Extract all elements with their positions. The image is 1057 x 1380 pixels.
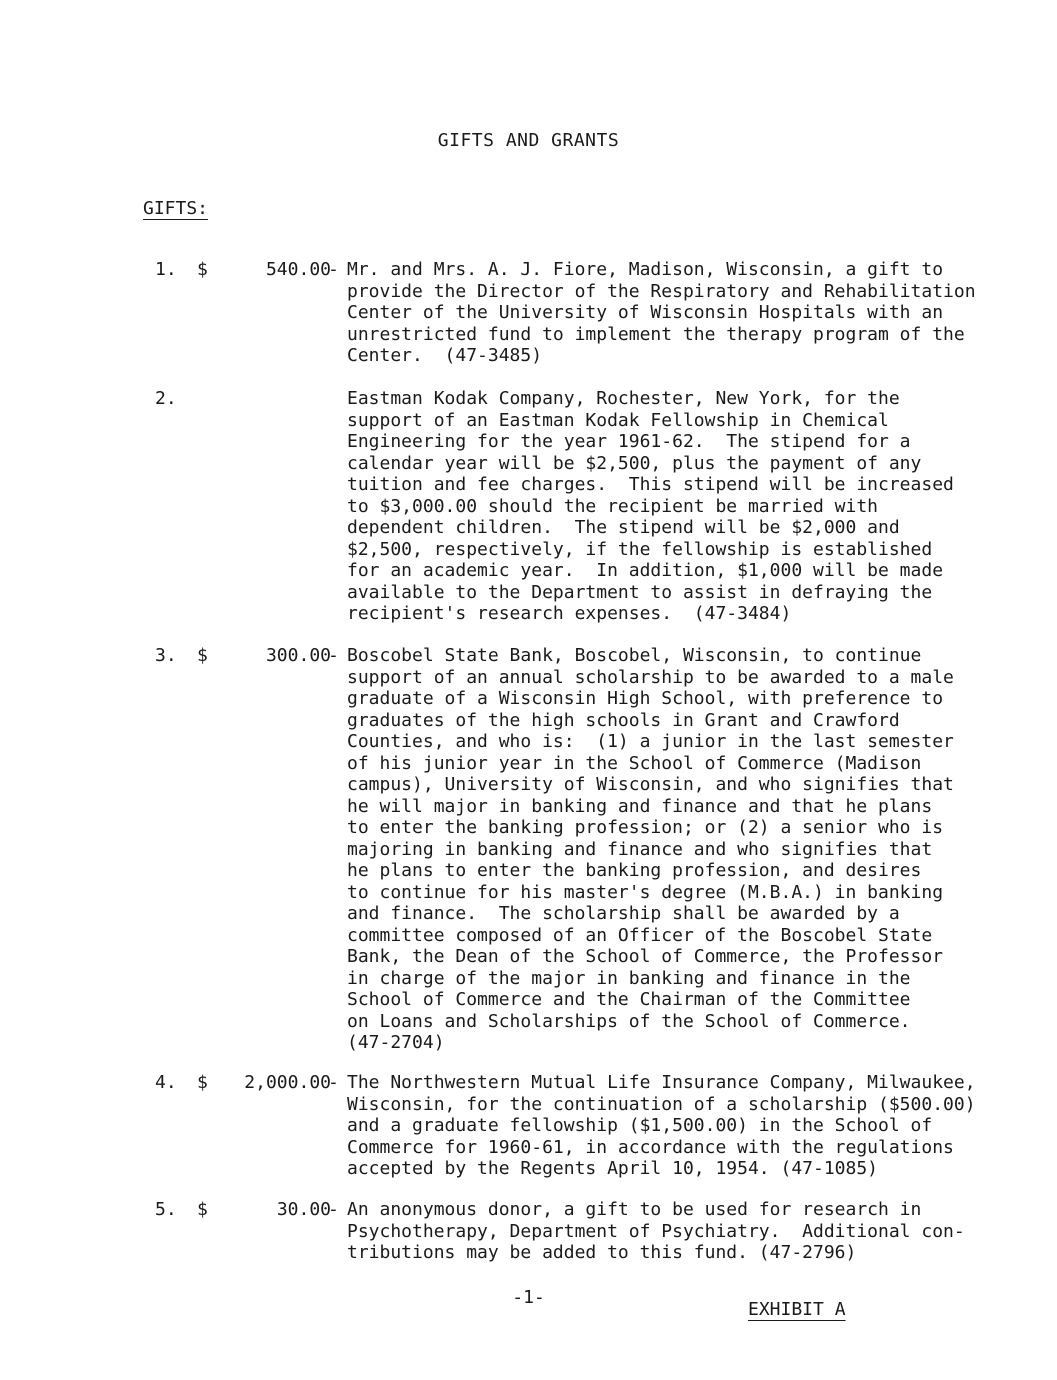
gift-amount: 540.00 [265,259,331,280]
description-line: and finance. The scholarship shall be awarded by a [347,903,900,924]
entry-number: 1. [155,259,177,280]
description-line: Boscobel State Bank, Boscobel, Wisconsin, to continue [347,645,922,666]
description-line: Center. (47-3485) [347,345,543,366]
amount-dash: - [328,1072,339,1093]
description-line: Engineering for the year 1961-62. The stipend for a [347,431,911,452]
description-line: he plans to enter the banking profession, and desires [347,860,922,881]
currency-symbol: $ [197,1072,208,1093]
description-line: for an academic year. In addition, $1,000 will be made [347,560,944,581]
description-line: recipient's research expenses. (47-3484) [347,603,792,624]
description-line: and a graduate fellowship ($1,500.00) in the School of [347,1115,933,1136]
entry-number: 2. [155,388,177,409]
description-line: on Loans and Scholarships of the School of Commerce. [347,1010,911,1032]
description-line: of his junior year in the School of Commerce (Madison [347,752,922,774]
description-line: graduates of the high schools in Grant and Crawford [347,709,900,731]
description-line: Bank, the Dean of the School of Commerce, the Professor [347,946,944,967]
description-line: committee composed of an Officer of the Boscobel State [347,924,933,946]
currency-symbol: $ [197,259,208,280]
gift-description [347,1072,987,1180]
section-heading-gifts: GIFTS: [143,198,209,219]
description-line: Eastman Kodak Company, Rochester, New York, for the [347,388,900,409]
gift-amount: 2,000.00 [244,1072,331,1093]
gift-description [347,259,987,367]
description-line: campus), University of Wisconsin, and who signifies that [347,774,954,795]
description-line: in charge of the major in banking and finance in the [347,967,911,989]
gift-description [347,388,987,625]
page-number: -1- [512,1287,545,1308]
description-line: calendar year will be $2,500, plus the payment of any [347,452,922,474]
description-line: graduate of a Wisconsin High School, with preference to [347,688,944,709]
currency-symbol: $ [197,645,208,666]
gift-description [347,1199,987,1264]
description-line: tuition and fee charges. This stipend will be increased [347,474,954,495]
description-line: Center of the University of Wisconsin Hospitals with an [347,302,944,323]
description-line: Mr. and Mrs. A. J. Fiore, Madison, Wisconsin, a gift to [347,259,944,280]
entry-number: 5. [155,1199,177,1220]
gift-description [347,645,987,1054]
description-line: accepted by the Regents April 10, 1954. (47-1085) [347,1158,879,1179]
currency-symbol: $ [197,1199,208,1220]
page-title: GIFTS AND GRANTS [437,130,620,151]
description-line: An anonymous donor, a gift to be used for research in [347,1199,922,1220]
description-line: unrestricted fund to implement the therapy program of the [347,323,965,345]
amount-dash: - [328,645,339,666]
description-line: dependent children. The stipend will be $2,000 and [347,517,900,538]
description-line: to $3,000.00 should the recipient be married with [347,495,879,517]
gift-amount: 30.00 [276,1199,331,1220]
amount-dash: - [328,1199,339,1220]
description-line: Commerce for 1960-61, in accordance with the regulations [347,1136,954,1158]
description-line: Psychotherapy, Department of Psychiatry. Additional con- [347,1220,965,1242]
description-line: Counties, and who is: (1) a junior in the last semester [347,731,954,752]
description-line: $2,500, respectively, if the fellowship is established [347,538,933,560]
description-line: to continue for his master's degree (M.B.A.) in banking [347,881,944,903]
amount-dash: - [328,259,339,280]
description-line: tributions may be added to this fund. (47-2796) [347,1242,857,1263]
description-line: support of an annual scholarship to be awarded to a male [347,666,954,688]
description-line: The Northwestern Mutual Life Insurance Company, Milwaukee, [347,1072,976,1093]
exhibit-label: EXHIBIT A [748,1299,846,1320]
entry-number: 4. [155,1072,177,1093]
description-line: Wisconsin, for the continuation of a scholarship ($500.00) [347,1093,976,1115]
description-line: to enter the banking profession; or (2) a senior who is [347,817,944,838]
description-line: (47-2704) [347,1032,445,1053]
description-line: provide the Director of the Respiratory and Rehabilitation [347,280,976,302]
description-line: School of Commerce and the Chairman of the Committee [347,989,911,1010]
description-line: majoring in banking and finance and who signifies that [347,838,933,860]
description-line: support of an Eastman Kodak Fellowship in Chemical [347,409,889,431]
gift-amount: 300.00 [265,645,331,666]
entry-number: 3. [155,645,177,666]
description-line: available to the Department to assist in defraying the [347,581,933,603]
description-line: he will major in banking and finance and that he plans [347,795,933,817]
